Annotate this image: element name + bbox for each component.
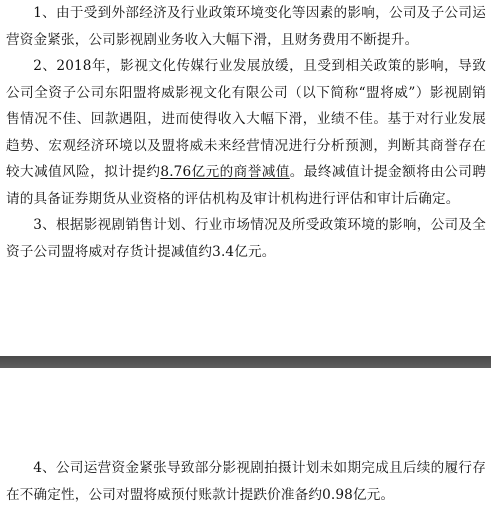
paragraph-1: 1、由于受到外部经济及行业政策环境变化等因素的影响，公司及子公司运营资金紧张，公司影视剧业务收入大幅下滑，且财务费用不断提升。 xyxy=(6,5,486,48)
paragraph-2-text-end: 。最终减值计提金额将由公司聘请的具备证券期货从业资格的评估机构及审计机构进行评估和审计后确定。 xyxy=(6,164,486,207)
document-page-top xyxy=(6,0,486,265)
paragraph-2-text-start: 2、2018年，影视文化传媒行业发展放缓，且受到相关政策的影响，导致公司全资子公司东阳盟将威影视文化有限公司（以下简称“盟将威”）影视剧销售情况不佳、回款遇阻，进而使得收入大幅下滑，业绩不佳。基于对行业发展趋势、宏观经济环境以及盟将威未来经营情况进行分析预测，判断其商誉存在较大减值风险，拟计提约 xyxy=(6,58,486,180)
page-break-divider xyxy=(0,356,491,368)
document-page-bottom xyxy=(6,455,486,508)
paragraph-2 xyxy=(6,53,486,212)
paragraph-3: 3、根据影视剧销售计划、行业市场情况及所受政策环境的影响，公司及全资子公司盟将威对存货计提减值约3.4亿元。 xyxy=(6,217,486,260)
goodwill-impairment-amount: 8.76亿元的商誉减值 xyxy=(160,164,290,180)
paragraph-4: 4、公司运营资金紧张导致部分影视剧拍摄计划未如期完成且后续的履行存在不确定性，公司对盟将威预付账款计提跌价准备约0.98亿元。 xyxy=(6,460,486,503)
